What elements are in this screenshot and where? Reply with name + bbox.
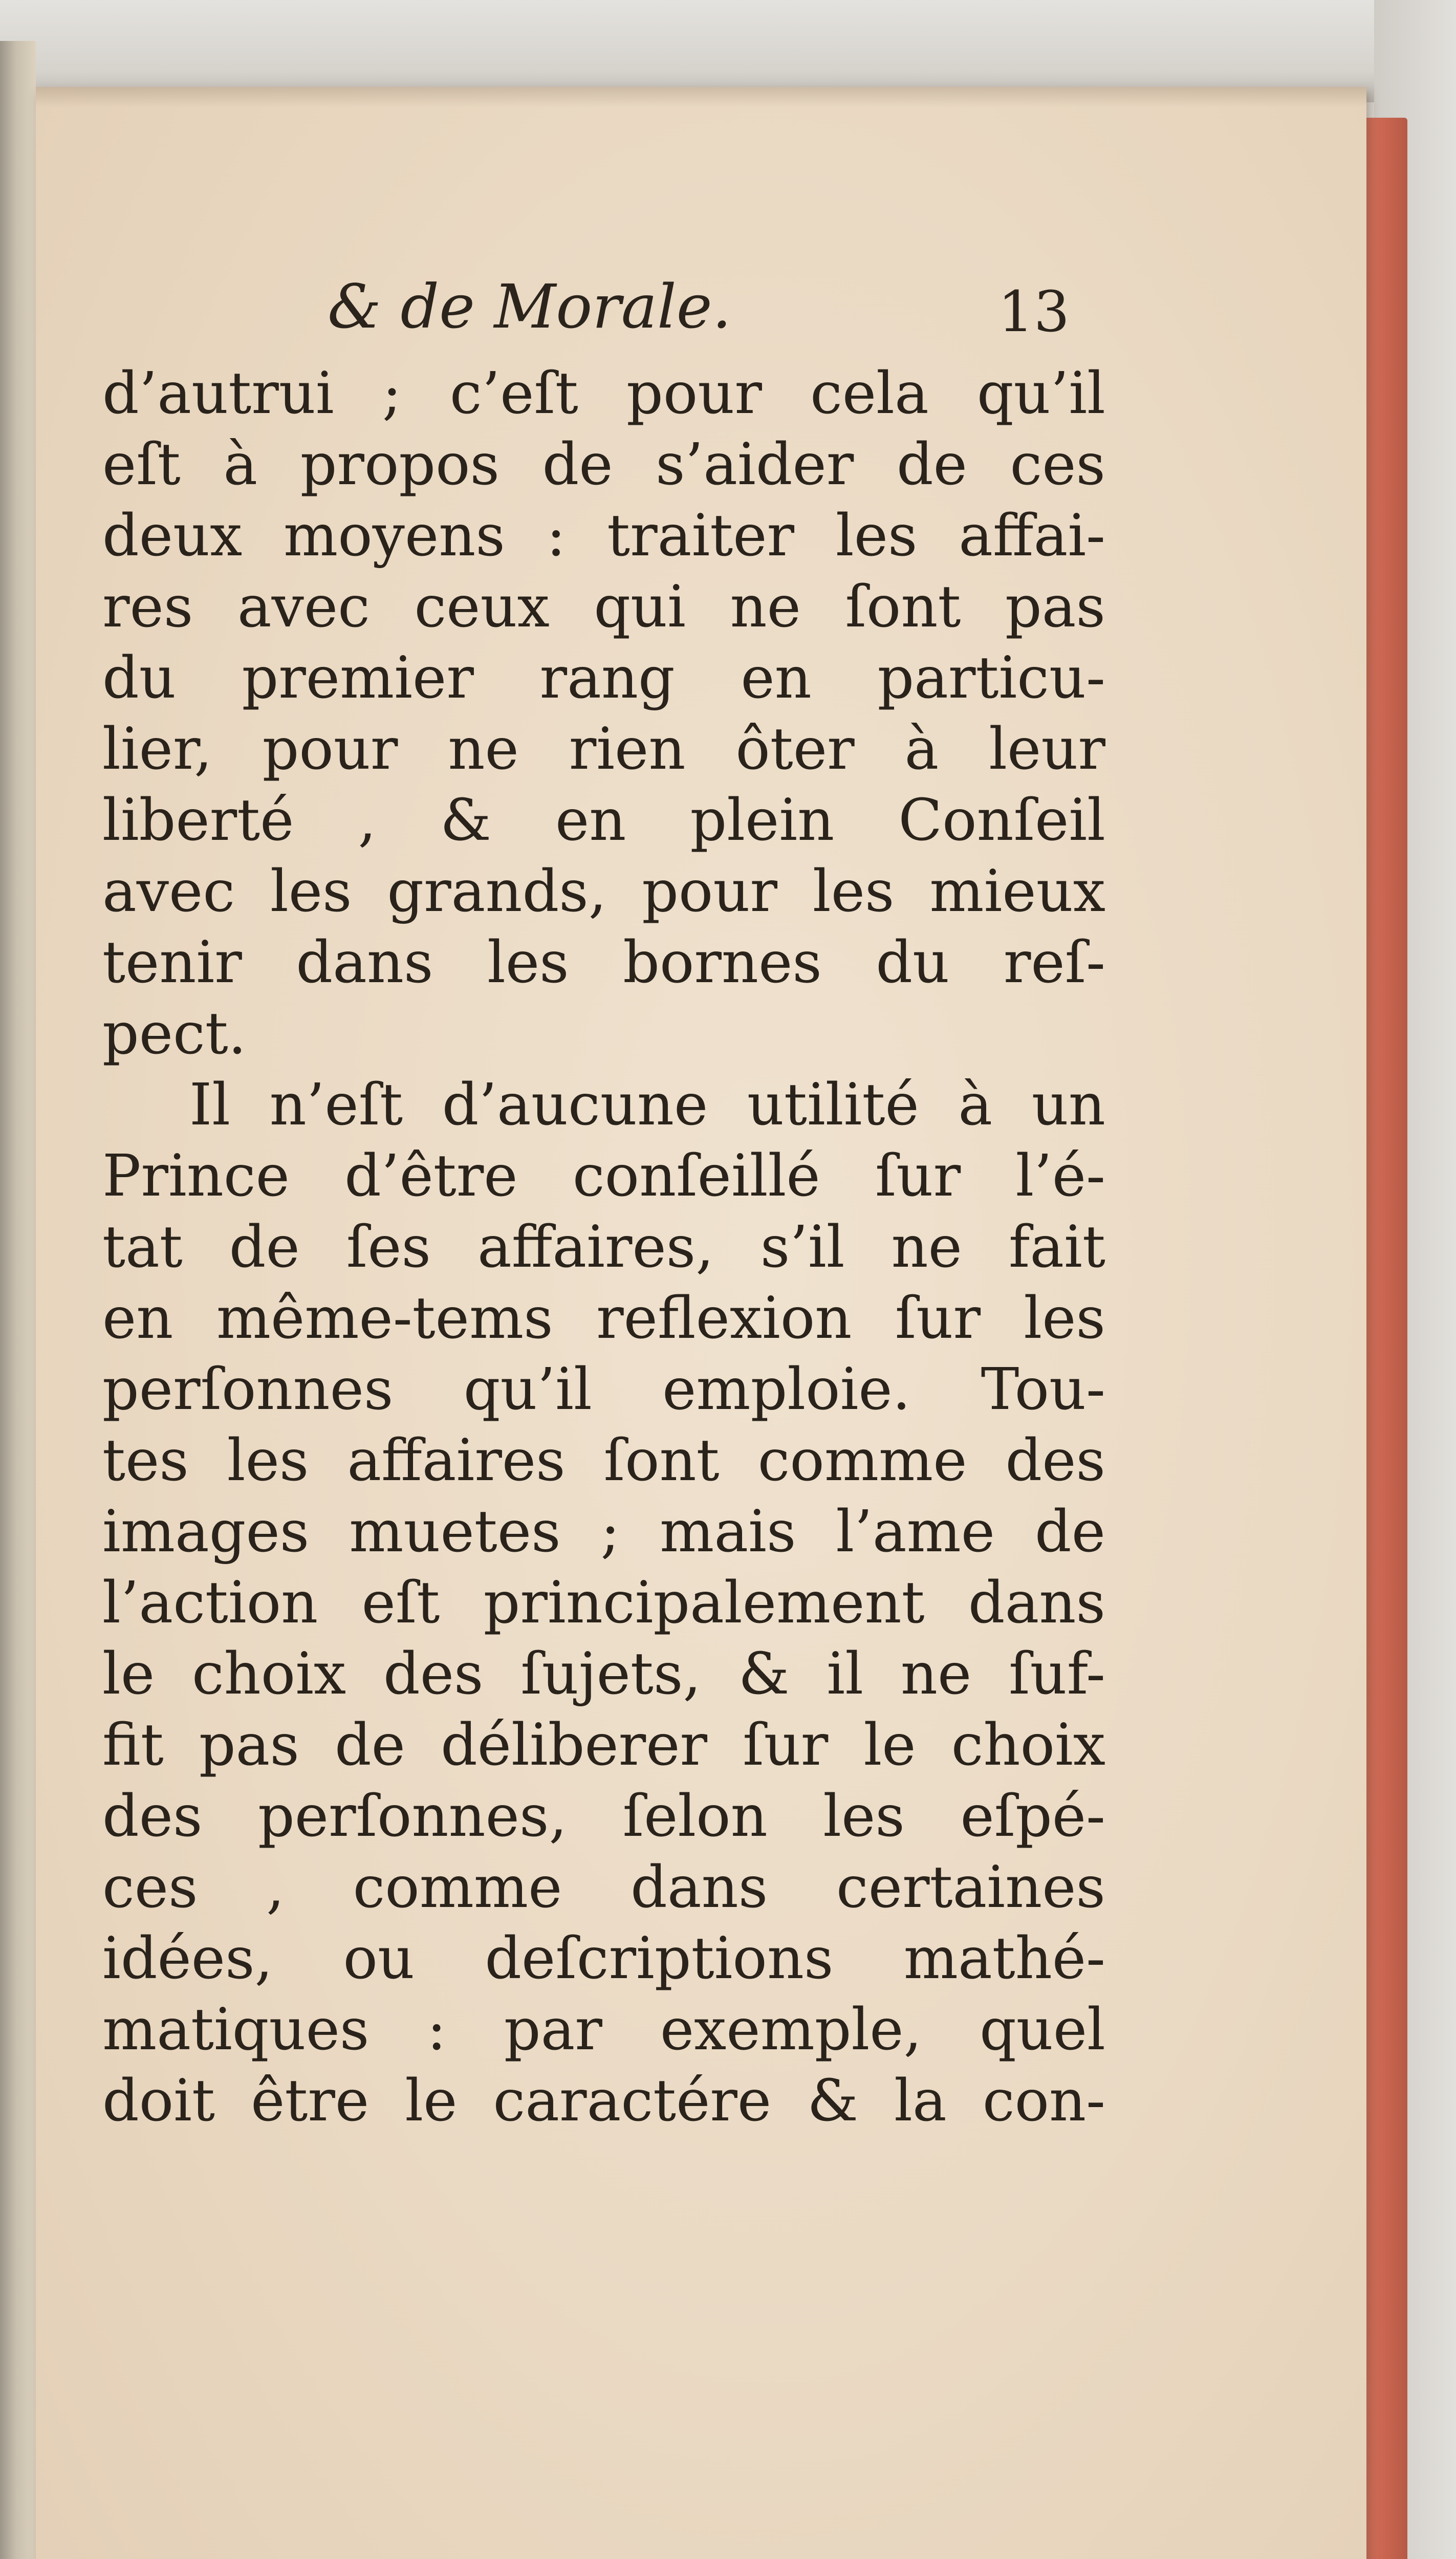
text-line: tat de ſes affaires, s’il ne fait [102, 1214, 1105, 1281]
text-line: lier, pour ne rien ôter à leur [102, 716, 1105, 783]
text-line: tes les affaires ſont comme des [102, 1427, 1105, 1494]
text-line: perſonnes qu’il emploie. Tou- [102, 1356, 1105, 1423]
page-top-shadow [36, 87, 1366, 107]
text-line: eſt à propos de s’aider de ces [102, 431, 1105, 498]
body-text [102, 358, 1105, 2137]
text-line: pect. [102, 1001, 247, 1067]
page-number: 13 [998, 279, 1070, 344]
text-line: images muetes ; mais l’ame de [102, 1499, 1105, 1565]
text-line: idées, ou deſcriptions mathé- [102, 1925, 1105, 1992]
text-line: Il n’eſt d’aucune utilité à un [189, 1072, 1105, 1138]
text-line: Prince d’être conſeillé ſur l’é- [102, 1143, 1105, 1209]
text-line: fit pas de déliberer ſur le choix [102, 1712, 1105, 1779]
text-line: du premier rang en particu- [102, 645, 1105, 711]
text-line: des perſonnes, ſelon les eſpé- [102, 1783, 1105, 1850]
book-spine-edge [0, 41, 36, 2559]
text-line: le choix des ſujets, & il ne ſuf- [102, 1641, 1105, 1707]
text-line: doit être le caractére & la con- [102, 2068, 1105, 2134]
text-line: en même-tems reflexion ſur les [102, 1285, 1105, 1352]
text-line: l’action eſt principalement dans [102, 1570, 1105, 1636]
text-line: ces , comme dans certaines [102, 1854, 1105, 1921]
text-line: d’autrui ; c’eſt pour cela qu’il [102, 360, 1105, 427]
text-line: deux moyens : traiter les affai- [102, 503, 1105, 569]
text-line: res avec ceux qui ne ſont pas [102, 574, 1105, 640]
running-head: & de Morale. [328, 271, 732, 342]
text-line: liberté , & en plein Conſeil [102, 787, 1105, 854]
text-line: tenir dans les bornes du reſ- [102, 929, 1105, 996]
text-line: avec les grands, pour les mieux [102, 858, 1105, 925]
text-line: matiques : par exemple, quel [102, 1997, 1105, 2063]
